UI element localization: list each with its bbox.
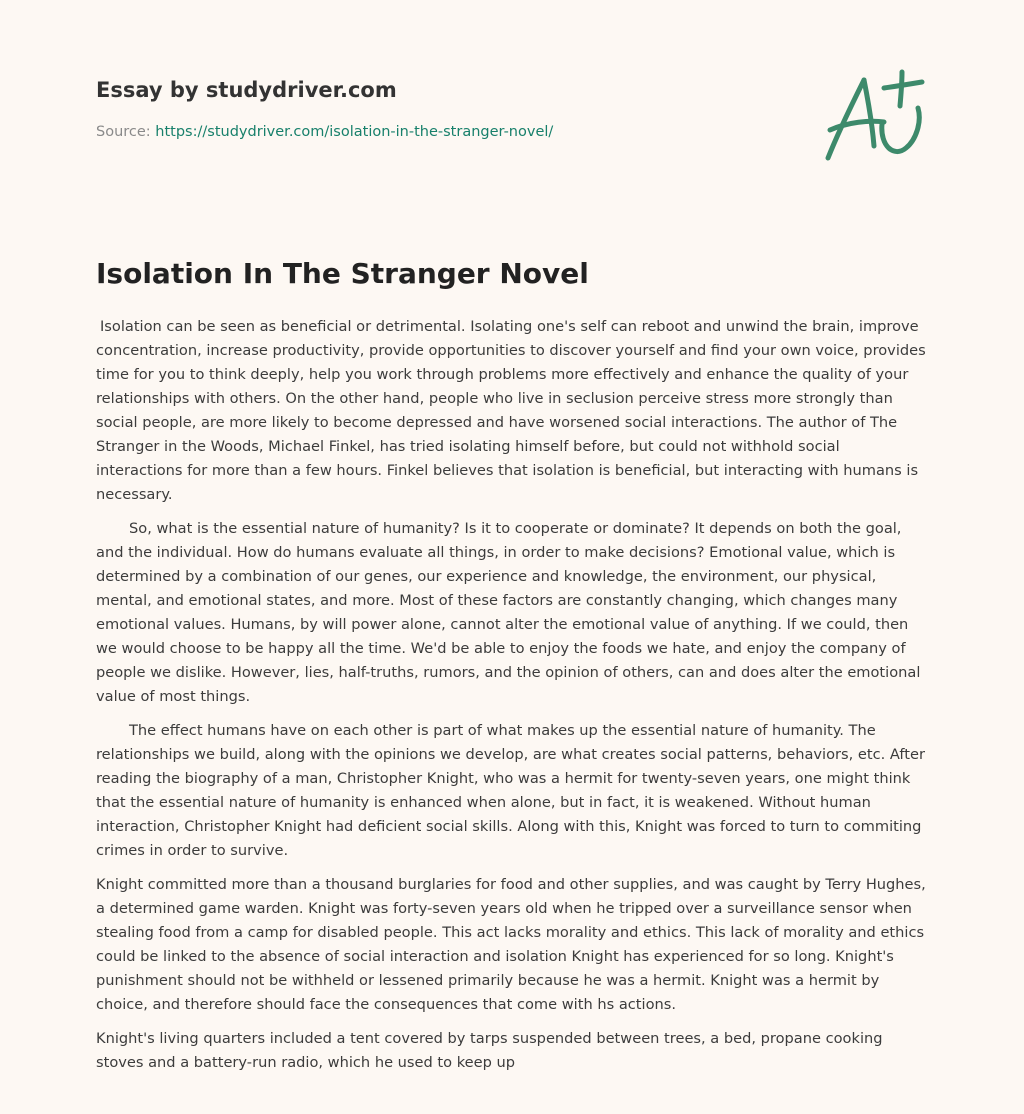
site-title: Essay by studydriver.com — [96, 78, 397, 102]
document-header — [96, 72, 696, 142]
source-label: Source: — [96, 124, 156, 140]
essay-paragraph: Isolation can be seen as beneficial or detrimental. Isolating one's self can reboot and unwind the brain, improve concentration, increase productivity, provide opportunities to discover yourself and find your own voice, provides time for you to think deeply, help you work through problems more effectively and enhance the quality of your relationships with others. On the other hand, people who live in seclusion perceive stress more strongly than social people, are more likely to become depressed and have worsened social interactions. The author of The Stranger in the Woods, Michael Finkel, has tried isolating himself before, but could not withhold social interactions for more than a few hours. Finkel believes that isolation is beneficial, but interacting with humans is necessary. — [96, 318, 926, 503]
essay-paragraph: So, what is the essential nature of humanity? Is it to cooperate or dominate? It depends on both the goal, and the individual. How do humans evaluate all things, in order to make decisions? Emotional value, which is determined by a combination of our genes, our experience and knowledge, the environment, our physical, mental, and emotional states, and more. Most of these factors are constantly changing, which changes many emotional values. Humans, by will power alone, cannot alter the emotional value of anything. If we could, then we would choose to be happy all the time. We'd be able to enjoy the foods we hate, and enjoy the company of people we dislike. However, lies, half-truths, rumors, and the opinion of others, can and does alter the emotional value of most things. — [96, 520, 921, 705]
essay-paragraph: Knight committed more than a thousand burglaries for food and other supplies, and was caught by Terry Hughes, a determined game warden. Knight was forty-seven years old when he tripped over a surveillance sensor when stealing food from a camp for disabled people. This act lacks morality and ethics. This lack of morality and ethics could be linked to the absence of social interaction and isolation Knight has experienced for so long. Knight's punishment should not be withheld or lessened primarily because he was a hermit. Knight was a hermit by choice, and therefore should face the consequences that come with hs actions. — [96, 876, 926, 1013]
essay-title: Isolation In The Stranger Novel — [96, 257, 589, 290]
essay-body — [96, 315, 928, 1085]
essay-paragraph: Knight's living quarters included a tent covered by tarps suspended between trees, a bed, propane cooking stoves and a battery-run radio, which he used to keep up — [96, 1030, 883, 1071]
a-plus-logo-icon — [818, 66, 930, 166]
source-line — [96, 122, 696, 142]
essay-paragraph: The effect humans have on each other is part of what makes up the essential nature of humanity. The relationships we build, along with the opinions we develop, are what creates social patterns, behaviors, etc. After reading the biography of a man, Christopher Knight, who was a hermit for twenty-seven years, one might think that the essential nature of humanity is enhanced when alone, but in fact, it is weakened. Without human interaction, Christopher Knight had deficient social skills. Along with this, Knight was forced to turn to commiting crimes in order to survive. — [96, 722, 925, 859]
source-link[interactable]: https://studydriver.com/isolation-in-the-stranger-novel/ — [155, 124, 554, 140]
